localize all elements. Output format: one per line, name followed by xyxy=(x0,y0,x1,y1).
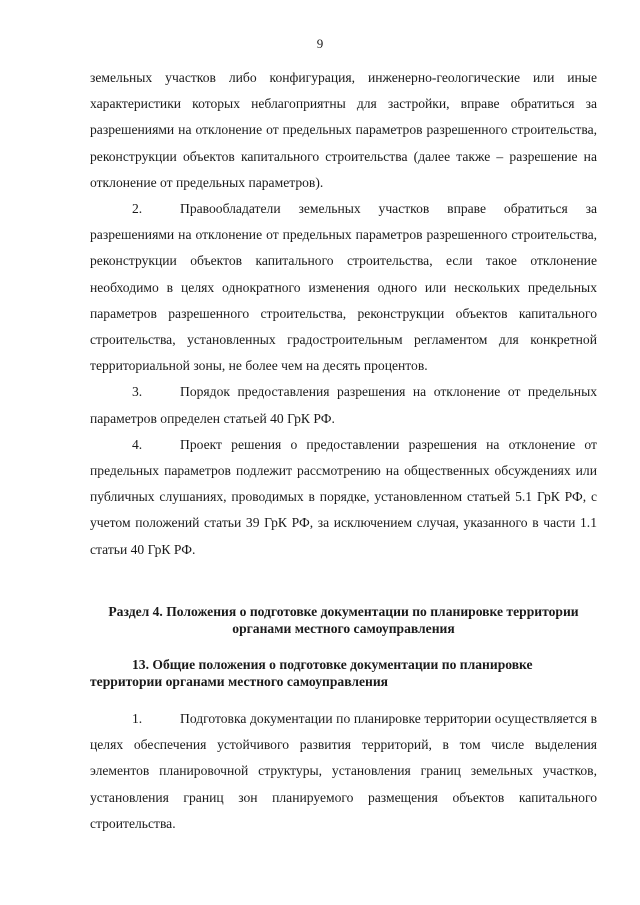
item-number: 4. xyxy=(132,436,143,452)
section-heading: Раздел 4. Положения о подготовке документации по планировке территории органами местного самоуправления xyxy=(108,604,579,636)
item-text: Проект решения о предоставлении разрешения на отклонение от предельных параметров подлежит рассмотрению на общественных обсуждениях или публичных слушаниях, проводимых в порядке, установленном статьей 5.1 ГрК РФ, с учетом положений статьи 39 ГрК РФ, за исключением случая, указанного в части 1.1 статьи 40 ГрК РФ. xyxy=(90,436,597,557)
upper-text-block xyxy=(90,65,597,563)
page-number: 9 xyxy=(316,36,324,51)
continuation-paragraph: земельных участков либо конфигурация, инженерно-геологические или иные характеристики которых неблагоприятны для застройки, вправе обратиться за разрешениями на отклонение от предельных параметров разрешенного строительства, реконструкции объектов капитального строительства (далее также – разрешение на отклонение от предельных параметров). xyxy=(90,70,597,190)
item-number: 2. xyxy=(132,201,143,217)
article-heading: 13. Общие положения о подготовке документации по планировке территории органами местного самоуправления xyxy=(90,657,533,689)
list-item xyxy=(90,196,597,379)
list-item xyxy=(90,432,597,563)
item-text: Подготовка документации по планировке территории осуществляется в целях обеспечения устойчивого развития территорий, в том числе выделения элементов планировочной структуры, установления границ земельных участков, установления границ зон планируемого размещения объектов капитального строительства. xyxy=(90,711,597,831)
list-item xyxy=(90,379,597,431)
item-text: Правообладатели земельных участков вправе обратиться за разрешениями на отклонение от предельных параметров разрешенного строительства, реконструкции объектов капитального строительства, если такое отклонение необходимо в целях однократного изменения одного или нескольких предельных параметров разрешенного строительства, реконструкции объектов капитального строительства, установленных градостроительным регламентом для конкретной территориальной зоны, не более чем на десять процентов. xyxy=(90,201,597,374)
item-text: Порядок предоставления разрешения на отклонение от предельных параметров определен статьей 40 ГрК РФ. xyxy=(90,384,597,426)
item-number: 3. xyxy=(132,384,143,400)
list-item xyxy=(90,706,597,837)
item-number: 1. xyxy=(132,711,143,726)
lower-text-block xyxy=(90,706,597,837)
